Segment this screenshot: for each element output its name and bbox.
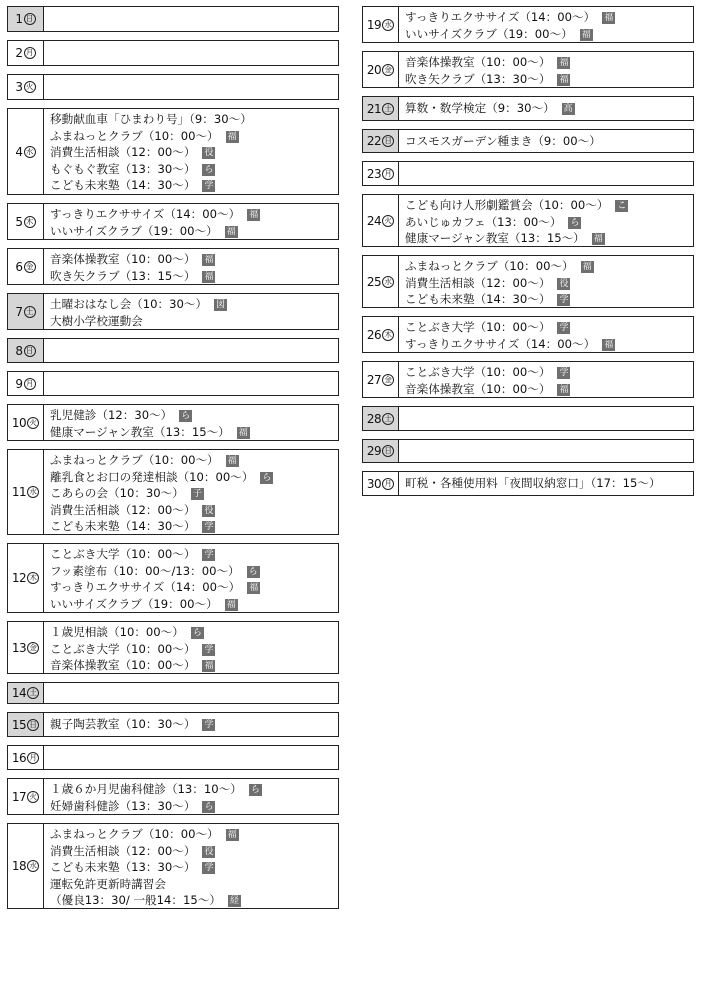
day-row (362, 6, 694, 43)
venue-tag: 福 (249, 210, 259, 220)
day-number: 7 (15, 304, 23, 319)
event-item (405, 214, 693, 231)
venue-tag: ら (204, 801, 214, 812)
day-row (362, 439, 694, 463)
event-item (50, 563, 338, 580)
event-item (50, 144, 338, 161)
day-label (362, 6, 399, 43)
day-label (362, 161, 399, 186)
day-row (7, 40, 339, 66)
day-label (7, 74, 44, 100)
event-list (405, 97, 693, 117)
day-number: 22 (366, 134, 382, 148)
event-text: 音楽体操教室（10：00～） (50, 658, 196, 673)
day-label (362, 439, 399, 463)
day-label (7, 293, 44, 330)
event-text: 離乳食とお口の発達相談（10：00～） (50, 469, 254, 484)
venue-tag: 図 (216, 300, 226, 310)
event-text: すっきりエクササイズ（14：00～） (405, 10, 596, 24)
venue-tag: ら (570, 217, 580, 228)
day-row (362, 316, 694, 353)
day-label (362, 361, 399, 398)
event-list (405, 130, 693, 149)
day-label (362, 255, 399, 308)
event-text: 乳児健診（12：30～） (50, 408, 173, 422)
event-text: 消費生活相談（12：00～） (50, 843, 196, 858)
venue-tag: 学 (559, 368, 569, 378)
venue-tag: 福 (559, 58, 569, 68)
event-item (50, 716, 338, 733)
weekday-badge: 火 (27, 791, 39, 803)
event-text: 音楽体操教室（10：00～） (405, 381, 551, 396)
day-number: 18 (11, 859, 27, 873)
venue-tag: 子 (192, 489, 202, 500)
venue-tag: 学 (204, 863, 214, 874)
day-label (7, 823, 44, 909)
event-text: 健康マージャン教室（13：15～） (405, 231, 585, 246)
event-text: ことぶき大学（10：00～） (50, 547, 196, 561)
day-number: 14 (11, 686, 27, 700)
day-row (7, 74, 339, 100)
weekday-badge: 月 (24, 378, 36, 390)
day-row (362, 96, 694, 121)
day-number: 1 (15, 12, 23, 26)
day-label (362, 194, 399, 247)
event-item (50, 206, 338, 223)
event-list (50, 339, 338, 341)
event-list (405, 162, 693, 164)
event-item (50, 296, 338, 313)
event-text: あいじゅカフェ（13：00～） (405, 214, 562, 229)
day-label (7, 778, 44, 815)
event-item (50, 781, 338, 798)
weekday-badge: 火 (382, 215, 394, 227)
event-item (50, 876, 338, 893)
event-list (405, 362, 693, 397)
event-item (405, 275, 693, 292)
venue-tag: 福 (204, 255, 214, 265)
day-number: 11 (11, 485, 27, 499)
venue-tag: ら (250, 785, 260, 795)
day-row (7, 404, 339, 441)
event-item (50, 313, 338, 330)
weekday-badge: 木 (24, 216, 36, 228)
day-label (362, 129, 399, 153)
event-list (50, 75, 338, 77)
day-number: 21 (366, 101, 382, 116)
day-row (7, 248, 339, 285)
day-label (7, 203, 44, 240)
day-row (7, 338, 339, 363)
event-item (405, 258, 693, 275)
day-row (7, 745, 339, 770)
event-text: ことぶき大学（10：00～） (405, 365, 551, 379)
day-label (362, 51, 399, 88)
day-row (362, 161, 694, 186)
event-list (50, 41, 338, 43)
event-list (50, 109, 338, 194)
event-item (50, 469, 338, 486)
day-number: 15 (11, 717, 27, 732)
day-label (7, 248, 44, 285)
weekday-badge: 日 (382, 445, 394, 457)
event-text: すっきりエクササイズ（14：00～） (405, 336, 596, 351)
venue-tag: 福 (604, 339, 614, 350)
event-text: 音楽体操教室（10：00～） (405, 55, 551, 69)
event-list (405, 7, 693, 42)
day-label (7, 745, 44, 770)
day-row (7, 6, 339, 32)
day-row (362, 129, 694, 153)
event-text: 健康マージャン教室（13：15～） (50, 424, 230, 439)
event-text: フッ素塗布（10：00～/13：00～） (50, 563, 240, 578)
venue-tag: こ (617, 201, 627, 211)
event-list (405, 195, 693, 247)
day-label (7, 712, 44, 737)
weekday-badge: 火 (27, 417, 39, 429)
event-item (405, 475, 693, 492)
weekday-badge: 木 (382, 329, 394, 341)
event-item (50, 518, 338, 535)
event-text: こども未来塾（14：30～） (50, 178, 196, 193)
day-number: 10 (11, 415, 27, 430)
venue-tag: 福 (581, 29, 591, 40)
day-label (362, 316, 399, 353)
day-number: 25 (366, 274, 382, 289)
event-item (405, 100, 693, 117)
event-item (50, 452, 338, 469)
day-row (362, 361, 694, 398)
day-label (362, 471, 399, 496)
day-label (7, 682, 44, 704)
event-list (50, 746, 338, 748)
calendar-left-column (7, 6, 339, 909)
day-label (7, 338, 44, 363)
event-text: ふまねっとクラブ（10：00～） (50, 827, 219, 841)
event-text: こども未来塾（14：30～） (405, 292, 551, 307)
event-list (405, 317, 693, 352)
day-number: 29 (366, 444, 382, 458)
venue-tag: 学 (204, 550, 214, 560)
calendar-right-column (362, 6, 694, 496)
event-text: 妊婦歯科健診（13：30～） (50, 798, 196, 813)
day-row (7, 621, 339, 674)
event-item (50, 424, 338, 441)
weekday-badge: 火 (24, 81, 36, 93)
weekday-badge: 水 (382, 19, 394, 31)
venue-tag: 福 (204, 661, 214, 672)
event-item (405, 9, 693, 26)
event-text: ふまねっとクラブ（10：00～） (50, 453, 219, 467)
event-text: 町税・各種使用料「夜間収納窓口」（17：15～） (405, 476, 661, 491)
event-item (50, 485, 338, 502)
day-number: 3 (15, 80, 23, 94)
weekday-badge: 月 (382, 168, 394, 180)
weekday-badge: 日 (382, 135, 394, 147)
venue-tag: 学 (204, 522, 214, 533)
event-list (50, 683, 338, 685)
event-item (50, 859, 338, 876)
day-label (7, 449, 44, 535)
event-list (50, 372, 338, 374)
venue-tag: 福 (227, 830, 237, 840)
day-number: 13 (11, 640, 27, 655)
event-item (405, 381, 693, 398)
event-text: もぐもぐ教室（13：30～） (50, 161, 196, 176)
event-item (50, 111, 338, 128)
event-item (50, 624, 338, 641)
weekday-badge: 水 (27, 860, 39, 872)
day-number: 23 (366, 166, 382, 181)
day-row (7, 712, 339, 737)
event-list (405, 256, 693, 308)
weekday-badge: 木 (27, 572, 39, 584)
day-label (7, 371, 44, 396)
day-number: 16 (11, 750, 27, 765)
event-text: いいサイズクラブ（19：00～） (405, 26, 573, 41)
venue-tag: 福 (249, 583, 259, 594)
day-number: 8 (15, 343, 23, 358)
day-label (7, 108, 44, 195)
day-row (362, 471, 694, 496)
event-item (50, 128, 338, 145)
venue-tag: ら (248, 566, 258, 577)
event-item (405, 54, 693, 71)
day-row (362, 406, 694, 431)
event-list (50, 544, 338, 612)
venue-tag: 福 (227, 131, 237, 142)
weekday-badge: 金 (382, 64, 394, 76)
event-text: 土曜おはなし会（10：30～） (50, 297, 208, 311)
event-text: いいサイズクラブ（19：00～） (50, 596, 218, 611)
event-item (405, 291, 693, 308)
day-number: 9 (15, 376, 23, 391)
event-list (405, 407, 693, 409)
event-list (405, 472, 693, 492)
event-item (50, 161, 338, 178)
event-text: すっきりエクササイズ（14：00～） (50, 207, 241, 221)
event-item (50, 641, 338, 658)
venue-tag: 役 (204, 148, 214, 159)
venue-tag: 福 (238, 427, 248, 438)
event-text: ふまねっとクラブ（10：00～） (405, 259, 574, 273)
day-row (7, 449, 339, 535)
event-text: 運転免許更新時講習会 (50, 876, 166, 891)
event-list (50, 204, 338, 239)
event-list (50, 405, 338, 440)
venue-tag: 福 (226, 599, 236, 610)
venue-tag: 福 (559, 384, 569, 395)
day-number: 20 (366, 62, 382, 77)
day-label (7, 621, 44, 674)
event-text: 吹き矢クラブ（13：15～） (50, 268, 196, 283)
venue-tag: 高 (563, 104, 573, 115)
weekday-badge: 金 (382, 374, 394, 386)
event-text: １歳児相談（10：00～） (50, 625, 184, 639)
weekday-badge: 日 (27, 719, 39, 731)
venue-tag: 福 (593, 234, 603, 245)
event-text: コスモスガーデン種まき（9：00～） (405, 133, 601, 148)
venue-tag: 役 (204, 846, 214, 857)
event-text: 親子陶芸教室（10：30～） (50, 717, 196, 732)
weekday-badge: 金 (24, 261, 36, 273)
event-text: こども向け人形劇鑑賞会（10：00～） (405, 198, 609, 212)
venue-tag: 役 (559, 278, 569, 289)
day-row (7, 543, 339, 613)
day-row (7, 203, 339, 240)
venue-tag: ら (192, 628, 202, 638)
event-item (405, 319, 693, 336)
day-label (362, 406, 399, 431)
event-list (50, 779, 338, 814)
day-label (362, 96, 399, 121)
venue-tag: ら (181, 411, 191, 421)
day-number: 17 (11, 789, 27, 804)
event-text: １歳６か月児歯科健診（13：10～） (50, 782, 242, 796)
event-text: ことぶき大学（10：00～） (405, 320, 551, 334)
day-number: 28 (366, 411, 382, 426)
weekday-badge: 金 (27, 642, 39, 654)
weekday-badge: 日 (24, 345, 36, 357)
venue-tag: 福 (559, 74, 569, 85)
day-row (362, 51, 694, 88)
event-item (405, 71, 693, 88)
venue-tag: 福 (226, 226, 236, 237)
day-row (7, 293, 339, 330)
venue-tag: 学 (559, 295, 569, 306)
event-text: 消費生活相談（12：00～） (405, 275, 551, 290)
day-label (7, 404, 44, 441)
event-item (50, 546, 338, 563)
venue-tag: 福 (204, 271, 214, 282)
venue-tag: ら (204, 164, 214, 175)
venue-tag: 福 (604, 13, 614, 23)
event-text: 音楽体操教室（10：00～） (50, 252, 196, 266)
event-item (50, 268, 338, 285)
venue-tag: 役 (204, 505, 214, 516)
event-text: 大樹小学校運動会 (50, 313, 143, 328)
event-list (50, 450, 338, 535)
event-list (405, 52, 693, 87)
event-text: こども未来塾（14：30～） (50, 519, 196, 534)
day-number: 24 (366, 213, 382, 228)
event-text: こあらの会（10：30～） (50, 486, 184, 501)
day-label (7, 543, 44, 613)
event-item (50, 579, 338, 596)
weekday-badge: 月 (382, 478, 394, 490)
day-number: 6 (15, 259, 23, 274)
weekday-badge: 日 (24, 13, 36, 25)
event-item (50, 596, 338, 613)
event-item (50, 892, 338, 909)
weekday-badge: 水 (27, 486, 39, 498)
day-number: 5 (15, 214, 23, 229)
day-number: 26 (366, 327, 382, 342)
event-item (405, 336, 693, 353)
event-text: こども未来塾（13：30～） (50, 860, 196, 875)
weekday-badge: 土 (382, 413, 394, 425)
day-row (7, 371, 339, 396)
weekday-badge: 水 (24, 146, 36, 158)
venue-tag: 学 (559, 323, 569, 333)
venue-tag: 学 (204, 720, 214, 731)
event-text: 算数・数学検定（9：30～） (405, 101, 555, 116)
event-item (50, 223, 338, 240)
venue-tag: 学 (204, 644, 214, 655)
event-text: 吹き矢クラブ（13：30～） (405, 71, 551, 86)
event-text: 消費生活相談（12：00～） (50, 502, 196, 517)
event-list (50, 294, 338, 329)
event-item (50, 502, 338, 519)
venue-tag: 学 (204, 181, 214, 192)
day-number: 2 (15, 46, 23, 60)
event-item (405, 197, 693, 214)
weekday-badge: 土 (382, 103, 394, 115)
event-item (50, 843, 338, 860)
event-item (50, 798, 338, 815)
event-list (50, 622, 338, 674)
weekday-badge: 土 (27, 687, 39, 699)
event-item (50, 657, 338, 674)
day-row (7, 108, 339, 195)
venue-tag: 福 (582, 262, 592, 272)
event-item (50, 177, 338, 194)
day-label (7, 6, 44, 32)
day-row (362, 194, 694, 247)
weekday-badge: 土 (24, 306, 36, 318)
weekday-badge: 水 (382, 276, 394, 288)
event-text: いいサイズクラブ（19：00～） (50, 223, 218, 238)
event-item (405, 26, 693, 43)
day-number: 19 (366, 17, 382, 32)
event-list (50, 713, 338, 733)
day-row (362, 255, 694, 308)
weekday-badge: 月 (24, 47, 36, 59)
event-text: （優良13：30/ 一般14：15～） (50, 893, 221, 908)
day-label (7, 40, 44, 66)
event-text: ことぶき大学（10：00～） (50, 641, 196, 656)
day-number: 30 (366, 476, 382, 491)
event-text: すっきりエクササイズ（14：00～） (50, 580, 241, 595)
day-number: 4 (15, 144, 23, 159)
event-item (405, 364, 693, 381)
event-item (50, 407, 338, 424)
event-text: ふまねっとクラブ（10：00～） (50, 128, 219, 143)
event-item (50, 251, 338, 268)
day-row (7, 778, 339, 815)
venue-tag: ら (262, 472, 272, 483)
event-item (405, 133, 693, 150)
event-list (50, 7, 338, 9)
event-item (405, 230, 693, 247)
day-number: 12 (11, 571, 27, 585)
venue-tag: 福 (227, 456, 237, 466)
weekday-badge: 月 (27, 752, 39, 764)
event-item (50, 826, 338, 843)
day-row (7, 682, 339, 704)
event-text: 移動献血車「ひまわり号」（9：30～） (50, 112, 252, 126)
venue-tag: 経 (229, 896, 239, 907)
day-row (7, 823, 339, 909)
event-list (405, 440, 693, 442)
day-number: 27 (366, 372, 382, 387)
event-list (50, 249, 338, 284)
event-text: 消費生活相談（12：00～） (50, 145, 196, 160)
event-list (50, 824, 338, 909)
